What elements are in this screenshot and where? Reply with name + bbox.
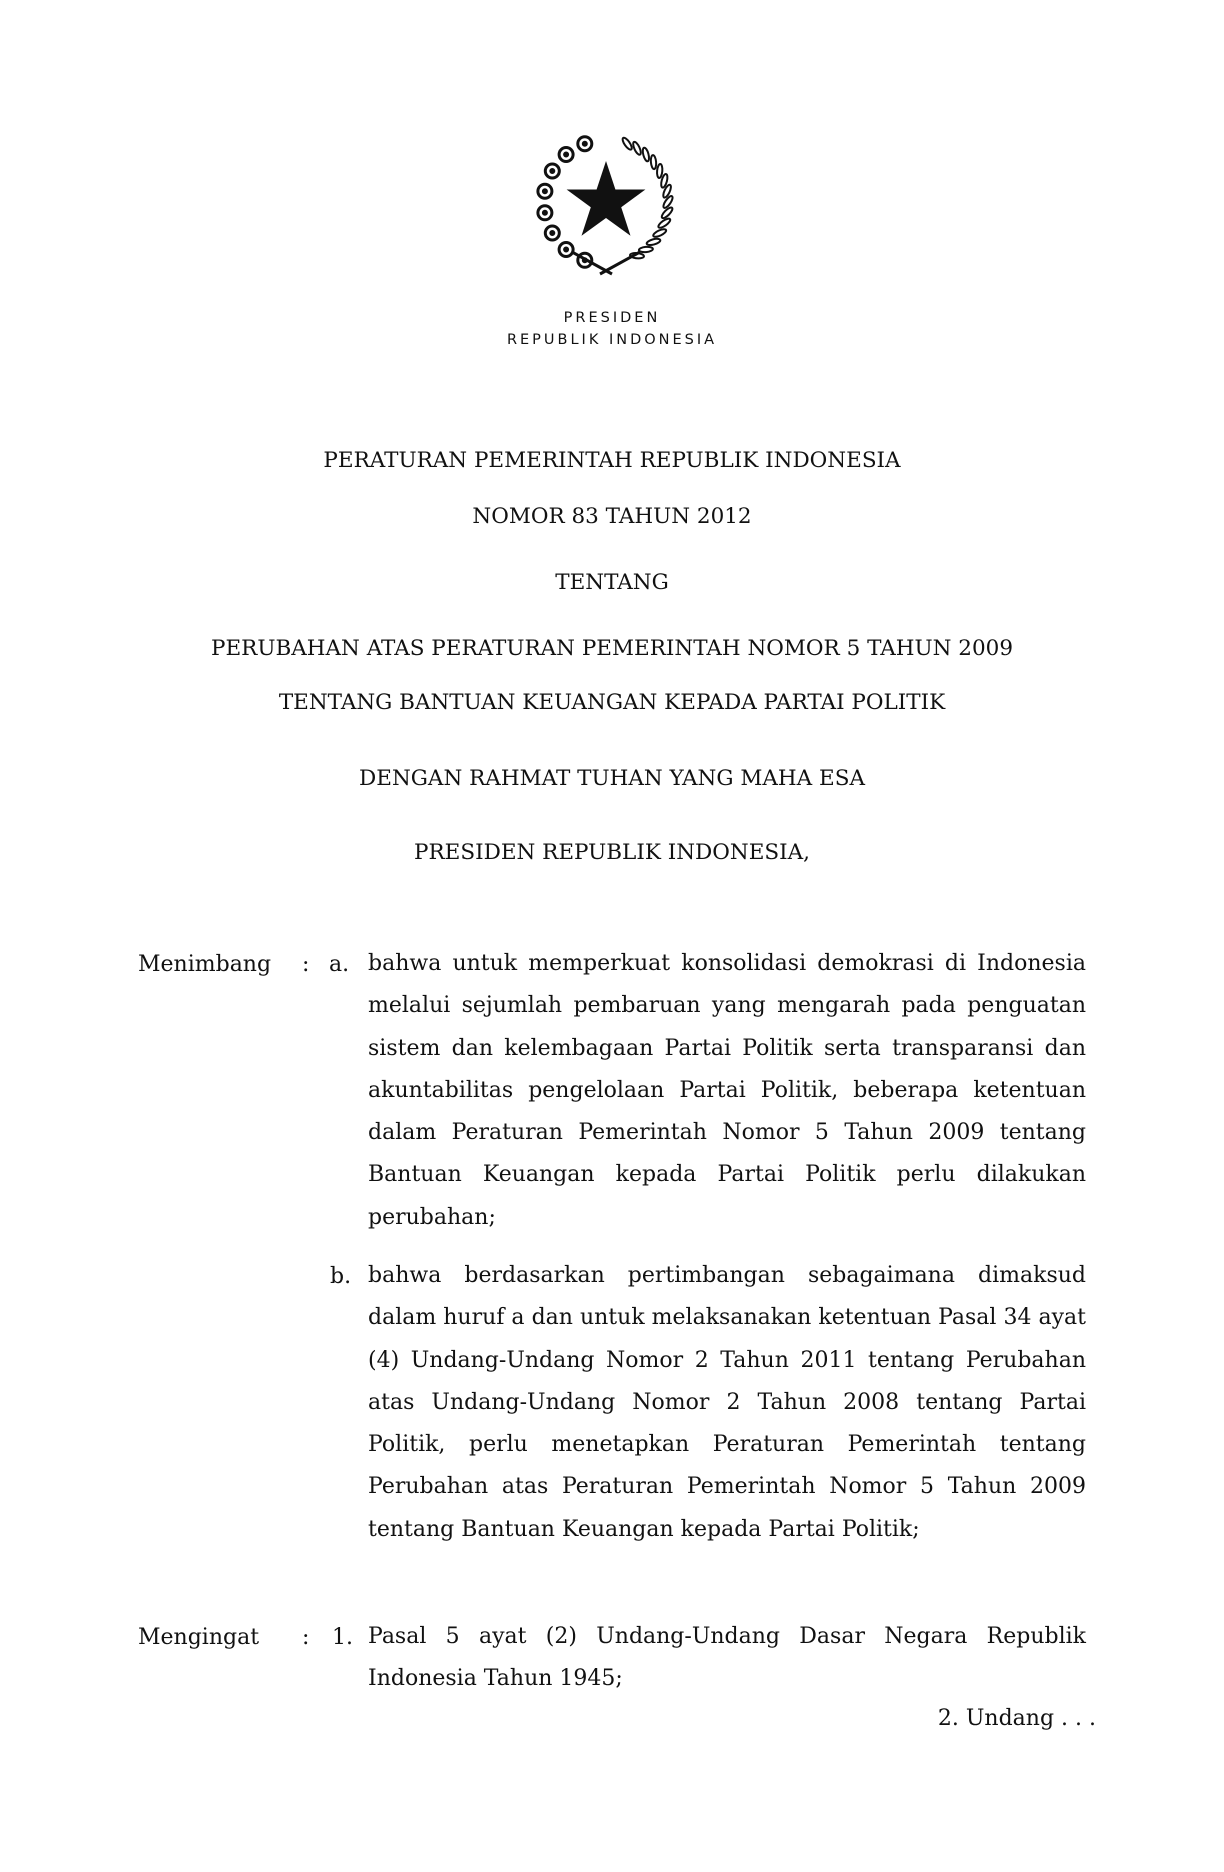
- regulation-number: NOMOR 83 TAHUN 2012: [472, 504, 752, 529]
- regulation-title: PERATURAN PEMERINTAH REPUBLIK INDONESIA: [323, 448, 901, 473]
- wreath-flower-center: [542, 210, 547, 215]
- wreath-flower-center: [550, 169, 555, 174]
- regulation-about: TENTANG: [555, 570, 669, 595]
- page-continuation: 2. Undang . . .: [937, 1706, 1096, 1731]
- emblem-caption-republic: REPUBLIK INDONESIA: [506, 332, 718, 348]
- regulation-subject-line-2: TENTANG BANTUAN KEUANGAN KEPADA PARTAI POLITIK: [278, 690, 946, 715]
- presidential-seal-icon: [528, 128, 684, 280]
- mengingat-item-1: Pasal 5 ayat (2) Undang-Undang Dasar Negara Republik Indonesia Tahun 1945;: [368, 1624, 1086, 1692]
- wreath-flower-center: [542, 189, 547, 194]
- wreath-leaf: [650, 155, 656, 169]
- wreath-leaf: [639, 246, 653, 252]
- wreath-leaf: [621, 136, 633, 150]
- wreath-leaf: [652, 228, 667, 239]
- regulation-subject-line-1: PERUBAHAN ATAS PERATURAN PEMERINTAH NOMOR 5 TAHUN 2009: [210, 636, 1014, 661]
- wreath-flower-center: [564, 152, 569, 157]
- wreath-flower-center: [550, 231, 555, 236]
- wreath-leaf: [642, 147, 651, 162]
- menimbang-item-a: bahwa untuk memperkuat konsolidasi demokrasi di Indonesia melalui sejumlah pembaruan yang mengarah pada penguatan sistem dan kelembagaan Partai Politik serta transparansi dan akuntabilitas pengelolaan Partai Politik, beberapa ketentuan dalam Peraturan Pemerintah Nomor 5 Tahun 2009 tentang Bantuan Keuangan kepada Partai Politik perlu dilakukan perubahan;: [368, 951, 1086, 1230]
- issuer: PRESIDEN REPUBLIK INDONESIA,: [414, 840, 810, 865]
- menimbang-label: Menimbang: [138, 952, 272, 977]
- menimbang-marker-b: b.: [330, 1264, 352, 1289]
- mengingat-marker-1: 1.: [332, 1625, 353, 1650]
- emblem-caption-president: PRESIDEN: [563, 310, 661, 326]
- wreath-leaf: [632, 141, 643, 156]
- menimbang-colon: :: [302, 952, 310, 977]
- wreath-flower-center: [564, 247, 569, 252]
- menimbang-marker-a: a.: [329, 952, 350, 977]
- mengingat-colon: :: [302, 1625, 310, 1650]
- wreath-flower-center: [582, 141, 587, 146]
- mengingat-label: Mengingat: [138, 1625, 260, 1650]
- wreath-leaf: [660, 206, 674, 220]
- invocation: DENGAN RAHMAT TUHAN YANG MAHA ESA: [359, 766, 865, 791]
- wreath-leaf: [646, 238, 661, 247]
- menimbang-item-b: bahwa berdasarkan pertimbangan sebagaimana dimaksud dalam huruf a dan untuk melaksanakan ketentuan Pasal 34 ayat (4) Undang-Undang Nomor 2 Tahun 2011 tentang Perubahan atas Undang-Undang Nomor 2 Tahun 2008 tentang Partai Politik, perlu menetapkan Peraturan Pemerintah tentang Perubahan atas Peraturan Pemerintah Nomor 5 Tahun 2009 tentang Bantuan Keuangan kepada Partai Politik;: [368, 1263, 1086, 1542]
- wreath-leaf: [656, 164, 662, 178]
